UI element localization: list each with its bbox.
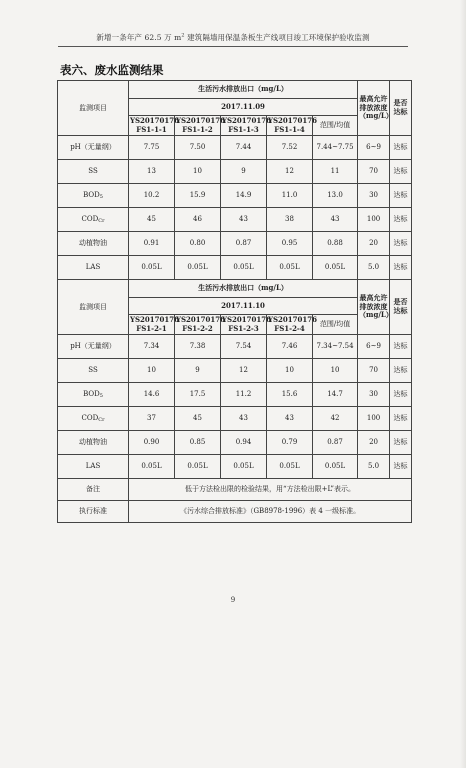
value-cell: 14.9 bbox=[221, 184, 267, 208]
value-cell: 9 bbox=[175, 359, 221, 383]
parameter-name: 动植物油 bbox=[79, 438, 107, 447]
range-cell: 7.44~7.75 bbox=[313, 136, 358, 160]
value-cell: 37 bbox=[129, 407, 175, 431]
value-cell: 43 bbox=[221, 407, 267, 431]
sample-subcode: FS1-1-3 bbox=[228, 124, 259, 134]
page-edge-shadow bbox=[460, 0, 466, 768]
value-cell: 11.0 bbox=[267, 184, 313, 208]
value-cell: 7.46 bbox=[267, 335, 313, 359]
parameter-cell bbox=[58, 160, 129, 184]
parameter-cell bbox=[58, 383, 129, 407]
sample-subcode: FS1-2-4 bbox=[274, 323, 305, 333]
parameter-name: COD bbox=[81, 413, 99, 422]
header-text-a: 新增一条年产 62.5 万 m bbox=[96, 33, 182, 42]
value-cell: 10 bbox=[129, 359, 175, 383]
parameter-cell bbox=[58, 431, 129, 455]
limit-cell: 6~9 bbox=[358, 335, 390, 359]
header-date-cell: 2017.11.09 bbox=[129, 99, 358, 116]
sample-id-cell bbox=[267, 314, 318, 335]
value-cell: 0.05L bbox=[175, 256, 221, 280]
sample-code: YS20170176 bbox=[176, 314, 226, 324]
range-cell: 11 bbox=[313, 160, 358, 184]
compliance-cell: 达标 bbox=[390, 256, 412, 280]
value-cell: 0.05L bbox=[221, 256, 267, 280]
value-cell: 12 bbox=[221, 359, 267, 383]
value-cell: 13 bbox=[129, 160, 175, 184]
parameter-name: COD bbox=[81, 214, 99, 223]
sample-code: YS20170176 bbox=[130, 314, 180, 324]
limit-cell: 70 bbox=[358, 359, 390, 383]
limit-cell: 70 bbox=[358, 160, 390, 184]
header-item-cell: 监测项目 bbox=[58, 280, 129, 335]
parameter-name: pH（无量纲） bbox=[70, 143, 116, 152]
value-cell: 0.94 bbox=[221, 431, 267, 455]
header-range-cell: 范围/均值 bbox=[313, 116, 358, 136]
compliance-cell: 达标 bbox=[390, 160, 412, 184]
value-cell: 9 bbox=[221, 160, 267, 184]
sample-code: YS20170176 bbox=[268, 115, 318, 125]
sample-subcode: FS1-2-1 bbox=[136, 323, 167, 333]
range-cell: 0.87 bbox=[313, 431, 358, 455]
sample-subcode: FS1-1-4 bbox=[274, 124, 305, 134]
table-title: 表六、废水监测结果 bbox=[60, 63, 164, 77]
range-cell: 14.7 bbox=[313, 383, 358, 407]
value-cell: 0.91 bbox=[129, 232, 175, 256]
range-cell: 43 bbox=[313, 208, 358, 232]
compliance-cell: 达标 bbox=[390, 431, 412, 455]
value-cell: 7.50 bbox=[175, 136, 221, 160]
range-cell: 10 bbox=[313, 359, 358, 383]
header-ok-cell: 是否达标 bbox=[390, 280, 412, 335]
parameter-name: BOD bbox=[83, 389, 100, 398]
header-outlet-cell: 生活污水排放出口（mg/L） bbox=[129, 81, 358, 99]
value-cell: 12 bbox=[267, 160, 313, 184]
standard-label-cell: 执行标准 bbox=[58, 501, 129, 523]
header-max-cell: 最高允许排放浓度（mg/L） bbox=[358, 81, 390, 136]
value-cell: 0.80 bbox=[175, 232, 221, 256]
header-text-b: 建筑隔墙用保温条板生产线项目竣工环境保护验收监测 bbox=[184, 33, 370, 42]
parameter-subscript: Cr bbox=[98, 217, 105, 224]
value-cell: 45 bbox=[129, 208, 175, 232]
note-label-cell: 备注 bbox=[58, 479, 129, 501]
sample-id-cell bbox=[175, 115, 226, 136]
compliance-cell: 达标 bbox=[390, 136, 412, 160]
parameter-name: SS bbox=[88, 167, 98, 176]
parameter-subscript: 5 bbox=[99, 392, 103, 399]
compliance-cell: 达标 bbox=[390, 455, 412, 479]
header-max-cell: 最高允许排放浓度（mg/L） bbox=[358, 280, 390, 335]
value-cell: 0.85 bbox=[175, 431, 221, 455]
value-cell: 0.05L bbox=[221, 455, 267, 479]
value-cell: 38 bbox=[267, 208, 313, 232]
limit-cell: 30 bbox=[358, 184, 390, 208]
parameter-cell bbox=[58, 335, 129, 359]
value-cell: 7.52 bbox=[267, 136, 313, 160]
compliance-cell: 达标 bbox=[390, 208, 412, 232]
value-cell: 15.6 bbox=[267, 383, 313, 407]
sample-code: YS20170176 bbox=[130, 115, 180, 125]
value-cell: 43 bbox=[267, 407, 313, 431]
value-cell: 7.54 bbox=[221, 335, 267, 359]
sample-code: YS20170176 bbox=[268, 314, 318, 324]
sample-code: YS20170176 bbox=[222, 314, 272, 324]
compliance-cell: 达标 bbox=[390, 383, 412, 407]
sample-code: YS20170176 bbox=[176, 115, 226, 125]
parameter-cell bbox=[58, 208, 129, 232]
sample-id-cell bbox=[221, 314, 272, 335]
parameter-name: pH（无量纲） bbox=[70, 342, 116, 351]
parameter-cell bbox=[58, 455, 129, 479]
parameter-name: LAS bbox=[85, 462, 101, 471]
limit-cell: 100 bbox=[358, 208, 390, 232]
header-ok-cell: 是否达标 bbox=[390, 81, 412, 136]
parameter-name: BOD bbox=[83, 190, 100, 199]
value-cell: 0.79 bbox=[267, 431, 313, 455]
standard-text-cell: 《污水综合排放标准》（GB8978-1996）表 4 一级标准。 bbox=[129, 501, 412, 523]
value-cell: 0.05L bbox=[129, 455, 175, 479]
range-cell: 0.05L bbox=[313, 256, 358, 280]
value-cell: 7.34 bbox=[129, 335, 175, 359]
value-cell: 0.05L bbox=[129, 256, 175, 280]
wastewater-results-table bbox=[57, 80, 412, 523]
parameter-name: SS bbox=[88, 366, 98, 375]
value-cell: 7.44 bbox=[221, 136, 267, 160]
value-cell: 10.2 bbox=[129, 184, 175, 208]
compliance-cell: 达标 bbox=[390, 184, 412, 208]
limit-cell: 5.0 bbox=[358, 455, 390, 479]
note-text-cell: 低于方法检出限的检验结果，用“方法检出限+L”表示。 bbox=[129, 479, 412, 501]
value-cell: 11.2 bbox=[221, 383, 267, 407]
table-body bbox=[58, 81, 412, 523]
value-cell: 0.95 bbox=[267, 232, 313, 256]
sample-id-cell bbox=[221, 115, 272, 136]
value-cell: 0.87 bbox=[221, 232, 267, 256]
sample-subcode: FS1-2-2 bbox=[182, 323, 213, 333]
sample-subcode: FS1-1-2 bbox=[182, 124, 213, 134]
value-cell: 10 bbox=[267, 359, 313, 383]
limit-cell: 100 bbox=[358, 407, 390, 431]
value-cell: 15.9 bbox=[175, 184, 221, 208]
parameter-cell bbox=[58, 407, 129, 431]
header-outlet-cell: 生活污水排放出口（mg/L） bbox=[129, 280, 358, 298]
sample-subcode: FS1-2-3 bbox=[228, 323, 259, 333]
value-cell: 7.75 bbox=[129, 136, 175, 160]
limit-cell: 5.0 bbox=[358, 256, 390, 280]
limit-cell: 20 bbox=[358, 431, 390, 455]
page-number: 9 bbox=[230, 596, 236, 604]
sample-id-cell bbox=[175, 314, 226, 335]
range-cell: 7.34~7.54 bbox=[313, 335, 358, 359]
header-item-cell: 监测项目 bbox=[58, 81, 129, 136]
parameter-cell bbox=[58, 256, 129, 280]
compliance-cell: 达标 bbox=[390, 335, 412, 359]
limit-cell: 20 bbox=[358, 232, 390, 256]
value-cell: 7.38 bbox=[175, 335, 221, 359]
sample-id-cell bbox=[267, 115, 318, 136]
parameter-cell bbox=[58, 184, 129, 208]
range-cell: 0.88 bbox=[313, 232, 358, 256]
parameter-cell bbox=[58, 136, 129, 160]
limit-cell: 6~9 bbox=[358, 136, 390, 160]
limit-cell: 30 bbox=[358, 383, 390, 407]
compliance-cell: 达标 bbox=[390, 359, 412, 383]
value-cell: 10 bbox=[175, 160, 221, 184]
header-range-cell: 范围/均值 bbox=[313, 315, 358, 335]
value-cell: 46 bbox=[175, 208, 221, 232]
value-cell: 43 bbox=[221, 208, 267, 232]
parameter-name: LAS bbox=[85, 263, 101, 272]
sample-code: YS20170176 bbox=[222, 115, 272, 125]
header-superscript: 2 bbox=[181, 32, 185, 39]
sample-id-cell bbox=[129, 115, 180, 136]
sample-subcode: FS1-1-1 bbox=[136, 124, 167, 134]
value-cell: 0.05L bbox=[267, 256, 313, 280]
value-cell: 45 bbox=[175, 407, 221, 431]
parameter-name: 动植物油 bbox=[79, 239, 107, 248]
value-cell: 0.90 bbox=[129, 431, 175, 455]
value-cell: 17.5 bbox=[175, 383, 221, 407]
value-cell: 0.05L bbox=[267, 455, 313, 479]
header-date-cell: 2017.11.10 bbox=[129, 298, 358, 315]
parameter-cell bbox=[58, 359, 129, 383]
range-cell: 0.05L bbox=[313, 455, 358, 479]
value-cell: 0.05L bbox=[175, 455, 221, 479]
range-cell: 42 bbox=[313, 407, 358, 431]
value-cell: 14.6 bbox=[129, 383, 175, 407]
range-cell: 13.0 bbox=[313, 184, 358, 208]
sample-id-cell bbox=[129, 314, 180, 335]
compliance-cell: 达标 bbox=[390, 232, 412, 256]
running-header bbox=[58, 32, 408, 47]
parameter-subscript: Cr bbox=[98, 416, 105, 423]
parameter-cell bbox=[58, 232, 129, 256]
parameter-subscript: 5 bbox=[99, 193, 103, 200]
compliance-cell: 达标 bbox=[390, 407, 412, 431]
